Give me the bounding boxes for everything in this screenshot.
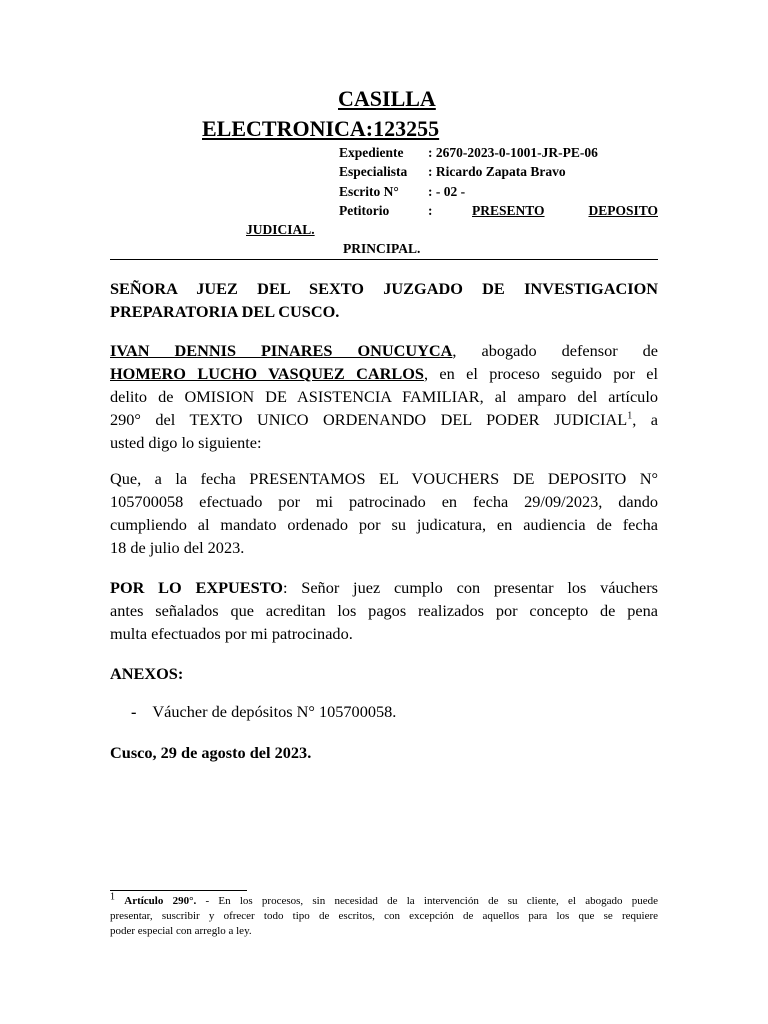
addressee-line: PREPARATORIA DEL CUSCO. xyxy=(110,302,340,321)
body-line: cumpliendo al mandato ordenado por su judicatura, en audiencia de fecha xyxy=(110,515,658,534)
header-divider xyxy=(110,259,658,260)
anexos-heading: ANEXOS: xyxy=(110,664,184,683)
anexo-list-item xyxy=(131,702,396,722)
expuesto-lead: POR LO EXPUESTO xyxy=(110,578,283,597)
expuesto-line: POR LO EXPUESTO: Señor juez cumplo con presentar los váuchers xyxy=(110,578,659,597)
expuesto-line: antes señalados que acreditan los pagos realizados por concepto de pena xyxy=(110,601,658,620)
intro-line: IVAN DENNIS PINARES ONUCUYCA, abogado defensor de xyxy=(110,341,659,360)
footnote-line: presentar, suscribir y ofrecer todo tipo de escritos, con excepción de aquellos para los que se requiere xyxy=(110,910,658,922)
petitorio-value xyxy=(472,203,658,219)
addressee-line: SEÑORA JUEZ DEL SEXTO JUZGADO DE INVESTIGACION xyxy=(110,279,658,298)
closing-place-date: Cusco, 29 de agosto del 2023. xyxy=(110,743,312,762)
escrito-value: : - 02 - xyxy=(428,184,466,199)
petitorio-principal: PRINCIPAL. xyxy=(343,241,421,256)
petitorio-word-presento: PRESENTO xyxy=(472,203,545,218)
petitorio-label: Petitorio xyxy=(339,203,390,218)
expediente-value: : 2670-2023-0-1001-JR-PE-06 xyxy=(428,145,598,160)
footnote-separator xyxy=(110,890,247,891)
footnote-number: 1 xyxy=(110,891,115,903)
title-electronica: ELECTRONICA:123255 xyxy=(202,116,440,141)
petitorio-colon: : xyxy=(428,203,433,218)
anexo-item-text: Váucher de depósitos N° 105700058. xyxy=(152,702,397,721)
petitorio-judicial: JUDICIAL. xyxy=(246,222,315,237)
intro-line: delito de OMISION DE ASISTENCIA FAMILIAR, al amparo del artículo xyxy=(110,387,658,406)
intro-line: HOMERO LUCHO VASQUEZ CARLOS, en el proceso seguido por el xyxy=(110,364,659,383)
title-casilla: CASILLA xyxy=(338,86,436,111)
footnote xyxy=(110,891,658,939)
client-name: HOMERO LUCHO VASQUEZ CARLOS xyxy=(110,364,424,383)
expuesto-paragraph xyxy=(110,576,658,645)
body-line: 18 de julio del 2023. xyxy=(110,538,245,557)
bullet-dash: - xyxy=(131,702,137,721)
footnote-title: Artículo 290°. xyxy=(124,895,197,907)
escrito-label: Escrito N° xyxy=(339,184,399,199)
body-line: 105700058 efectuado por mi patrocinado en fecha 29/09/2023, dando xyxy=(110,492,658,511)
especialista-label: Especialista xyxy=(339,164,408,179)
intro-line: usted digo lo siguiente: xyxy=(110,433,262,452)
addressee xyxy=(110,277,658,323)
expediente-label: Expediente xyxy=(339,145,404,160)
intro-paragraph xyxy=(110,339,658,454)
petitorio-word-deposito: DEPOSITO xyxy=(588,203,658,218)
body-line: Que, a la fecha PRESENTAMOS EL VOUCHERS DE DEPOSITO N° xyxy=(110,469,658,488)
expuesto-line: multa efectuados por mi patrocinado. xyxy=(110,624,353,643)
lawyer-name: IVAN DENNIS PINARES ONUCUYCA xyxy=(110,341,453,360)
body-paragraph xyxy=(110,467,658,559)
especialista-value: : Ricardo Zapata Bravo xyxy=(428,164,566,179)
footnote-reference: 1 xyxy=(627,410,633,422)
intro-line: 290° del TEXTO UNICO ORDENANDO DEL PODER JUDICIAL$^1$, a xyxy=(110,410,659,429)
footnote-line: $^1$ Artículo 290°. - En los procesos, sin necesidad de la intervención de su cliente, el abogado puede xyxy=(110,891,658,907)
footnote-line: poder especial con arreglo a ley. xyxy=(110,925,252,937)
